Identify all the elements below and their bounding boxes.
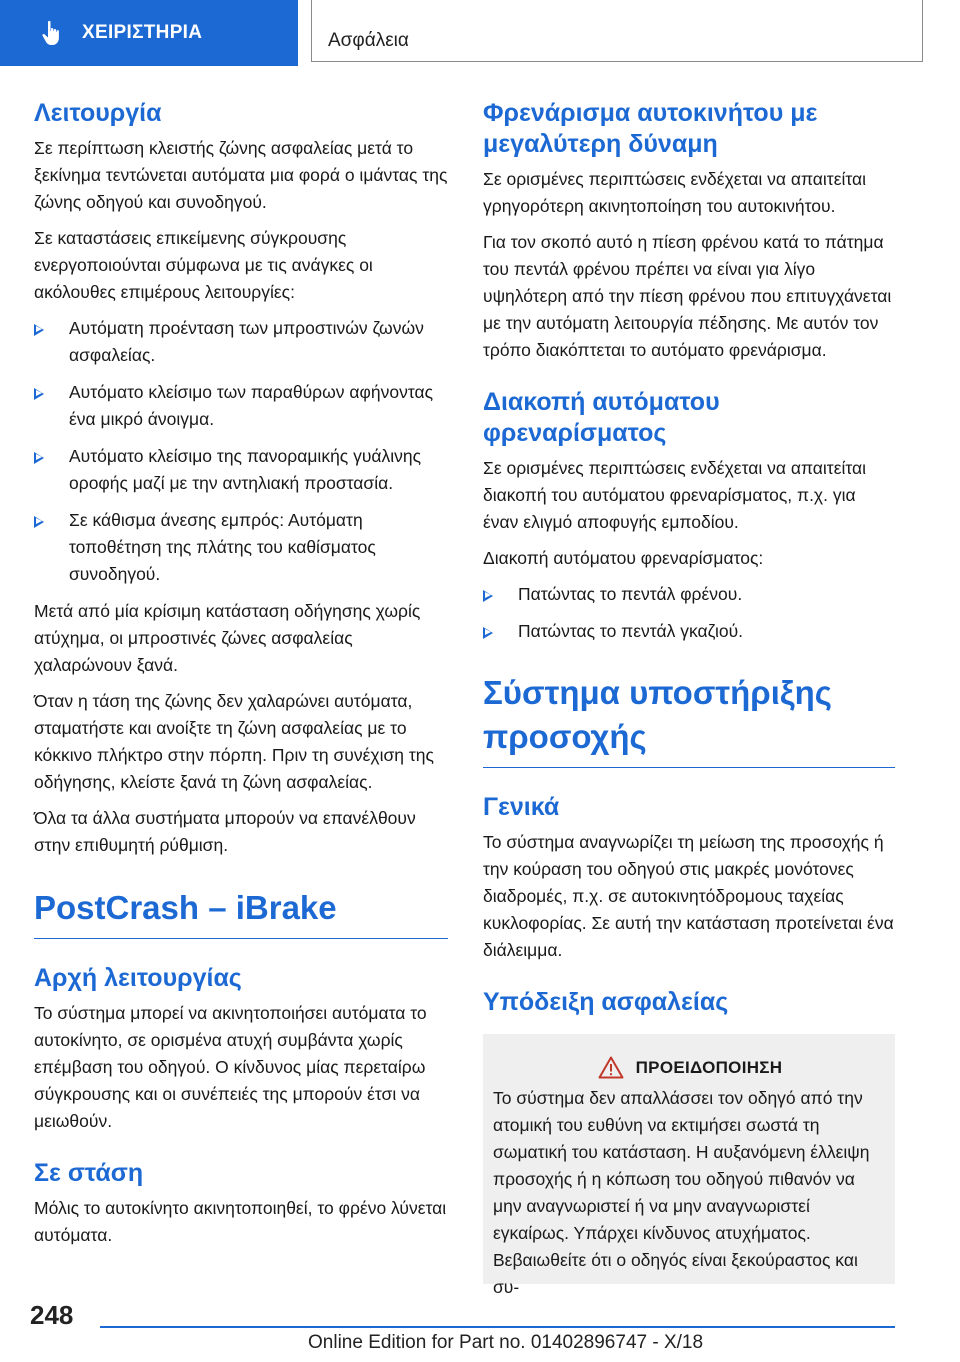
bullet-triangle-icon [483,627,493,639]
paragraph: Το σύστημα αναγνωρίζει τη μείωση της προσοχής ή την κούραση του οδηγού στις μακρές μονότονες διαδρομές, π.χ. σε αυτοκινητόδρομους ταχείας κυκλοφορίας. Σε αυτή την κατάσταση προτείνεται ένα διάλειμμα. [483,832,894,960]
section-header [311,0,923,62]
interrupt-list [483,581,895,645]
heading-interrupt-braking: Διακοπή αυτόματου φρεναρίσματος [483,388,720,447]
paragraph: Σε ορισμένες περιπτώσεις ενδέχεται να απαιτείται γρηγορότερη ακινητοποίηση του αυτοκινήτου. [483,169,867,216]
paragraph: Όταν η τάση της ζώνης δεν χαλαρώνει αυτόματα, σταματήστε και ανοίξτε τη ζώνη ασφαλείας με το κόκκινο πλήκτρο στην πόρπη. Πριν τη συνέχιση της οδήγησης, κλείστε ξανά τη ζώνη ασφαλείας. [34,691,434,792]
paragraph: Σε περίπτωση κλειστής ζώνης ασφαλείας μετά το ξεκίνημα τεντώνεται αυτόματα μια φορά ο ιμάντας της ζώνης οδηγού και συνοδηγού. [34,138,448,212]
page-header [0,0,960,66]
list-item-text: Πατώντας το πεντάλ γκαζιού. [518,621,744,641]
paragraph: Το σύστημα μπορεί να ακινητοποιήσει αυτόματα το αυτοκίνητο, σε ορισμένα ατυχή συμβάντα χωρίς επέμβαση του οδηγού. Ο κίνδυνος μίας περεταίρω σύγκρουσης και οι συνέπειές της μπορούν έτσι να μειωθούν. [34,1003,427,1131]
paragraph: Μετά από μία κρίσιμη κατάσταση οδήγησης χωρίς ατύχημα, οι μπροστινές ζώνες ασφαλείας χαλαρώνουν ξανά. [34,601,421,675]
heading-postcrash: PostCrash – iBrake [34,889,337,926]
right-column [483,98,895,1297]
list-item-text: Σε κάθισμα άνεσης εμπρός: Αυτόματη τοποθέτηση της πλάτης του καθίσματος συνοδηγού. [69,510,376,584]
page-number: 248 [30,1300,74,1330]
list-item [483,581,895,608]
function-list [34,315,448,588]
bullet-triangle-icon [34,516,44,528]
paragraph: Για τον σκοπό αυτό η πίεση φρένου κατά το πάτημα του πεντάλ φρένου πρέπει να είναι για λίγο υψηλότερη από την πίεση φρένου που επιτυγχάνεται με την αυτόματη λειτουργία πέδησης. Με αυτόν τον τρόπο διακόπτεται το αυτόματο φρενάρισμα. [483,232,892,360]
heading-general: Γενικά [483,793,560,821]
footer-divider [100,1326,895,1328]
paragraph: Όλα τα άλλα συστήματα μπορούν να επανέλθουν στην επιθυμητή ρύθμιση. [34,808,416,855]
heading-stronger-braking: Φρενάρισμα αυτοκινήτου με μεγαλύτερη δύναμη [483,99,818,158]
paragraph: Διακοπή αυτόματου φρεναρίσματος: [483,548,764,568]
list-item [483,618,895,645]
list-item [34,443,448,497]
list-item [34,315,448,369]
list-item-text: Αυτόματο κλείσιμο των παραθύρων αφήνοντας ένα μικρό άνοιγμα. [69,382,434,429]
bullet-triangle-icon [34,324,44,336]
list-item-text: Αυτόματη προένταση των μπροστινών ζωνών ασφαλείας. [69,318,424,365]
list-item [34,379,448,433]
section-title: Ασφάλεια [328,30,409,51]
chapter-label: ΧΕΙΡΙΣΤΗΡΙΑ [82,22,203,43]
paragraph: Μόλις το αυτοκίνητο ακινητοποιηθεί, το φρένο λύνεται αυτόματα. [34,1198,447,1245]
heading-attention-assist: Σύστημα υποστήριξης προσοχής [483,674,832,755]
warning-header [493,1056,887,1079]
list-item-text: Αυτόματο κλείσιμο της πανοραμικής γυάλινης οροφής μαζί με την αντηλιακή προστασία. [69,446,422,493]
warning-box [483,1034,895,1297]
edition-note: Online Edition for Part no. 01402896747 - X/18 [308,1332,704,1353]
heading-principle: Αρχή λειτουργίας [34,964,242,992]
warning-text: Το σύστημα δεν απαλλάσσει τον οδηγό από την ατομική του ευθύνη να εκτιμήσει σωστά τη σωματική του κατάσταση. Η αυξανόμενη έλλειψη προσοχής ή η κόπωση του οδηγού πιθανόν να μην αναγνωριστεί ή να μην αναγνωριστεί εγκαίρως. Υπάρχει κίνδυνος ατυχήματος. Βεβαιωθείτε ότι ο οδηγός είναι ξεκούραστος και συ- [493,1088,870,1297]
postcrash-heading-block [34,886,448,939]
bullet-triangle-icon [34,388,44,400]
warning-title: ΠΡΟΕΙΔΟΠΟΙΗΣΗ [635,1057,783,1077]
warning-triangle-icon [598,1056,624,1079]
list-item [34,507,448,588]
bullet-triangle-icon [34,452,44,464]
list-item-text: Πατώντας το πεντάλ φρένου. [518,584,743,604]
paragraph: Σε ορισμένες περιπτώσεις ενδέχεται να απαιτείται διακοπή του αυτόματου φρεναρίσματος, π.χ. για έναν ελιγμό αποφυγής εμποδίου. [483,458,867,532]
heading-standstill: Σε στάση [34,1159,144,1187]
hand-pointer-icon [38,18,68,48]
bullet-triangle-icon [483,590,493,602]
attention-heading-block [483,671,895,768]
chapter-tab[interactable] [0,0,298,66]
left-column [34,98,448,1258]
heading-function: Λειτουργία [34,99,162,127]
heading-safety-note: Υπόδειξη ασφαλείας [483,988,729,1016]
paragraph: Σε καταστάσεις επικείμενης σύγκρουσης ενεργοποιούνται σύμφωνα με τις ανάγκες οι ακόλουθες επιμέρους λειτουργίες: [34,228,373,302]
